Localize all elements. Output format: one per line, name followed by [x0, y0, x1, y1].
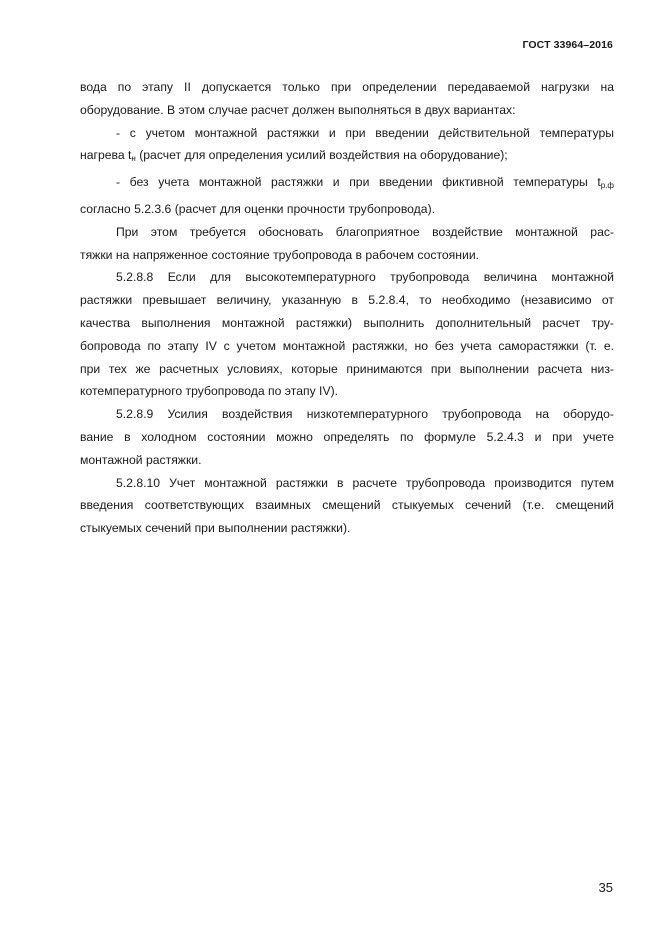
paragraph-5-2-8-8 [80, 266, 614, 403]
document-body [80, 76, 614, 540]
text-line: растяжки превышает величину, указанную в 5.2.8.4, то необходимо (независимо от [80, 293, 614, 308]
text-line: введения соответствующих взаимных смещений стыкуемых сечений (т.е. смещений [80, 498, 614, 513]
text-line: 5.2.8.8 Если для высокотемпературного трубопровода величина монтажной [116, 270, 614, 285]
text-line: котемпературного трубопровода по этапу IV). [80, 384, 339, 399]
text-fragment: (расчет для определения усилий воздействия на оборудование); [135, 148, 508, 163]
text-line [80, 144, 614, 171]
paragraph-5-2-8-9 [80, 403, 614, 471]
text-line: вание в холодном состоянии можно определять по формуле 5.2.4.3 и при учете [80, 429, 614, 444]
text-line: монтажной растяжки. [80, 452, 202, 467]
text-fragment: - без учета монтажной растяжки и при введении фиктивной температуры t [116, 175, 601, 190]
paragraph-5-2-8-10 [80, 472, 614, 540]
text-line: при тех же расчетных условиях, которые принимаются при выполнении расчета низ- [80, 361, 614, 376]
text-line: согласно 5.2.3.6 (расчет для оценки прочности трубопровода). [80, 201, 436, 216]
text-line: вода по этапу II допускается только при определении передаваемой нагрузки на [80, 80, 614, 94]
text-line: - с учетом монтажной растяжки и при введении действительной температуры [116, 125, 614, 140]
page-number: 35 [598, 880, 613, 895]
text-line: тяжки на напряженное состояние трубопровода в рабочем состоянии. [80, 247, 480, 262]
subscript: р.ф [600, 181, 614, 191]
text-line [80, 171, 614, 198]
text-line: стыкуемых сечений при выполнении растяжки). [80, 521, 351, 536]
text-line: качества выполнения монтажной растяжки) выполнить дополнительный расчет тру- [80, 315, 614, 330]
paragraph-continuation [80, 76, 614, 122]
document-code-header: ГОСТ 33964–2016 [522, 39, 613, 51]
text-line: бопровода по этапу IV с учетом монтажной растяжки, но без учета саморастяжки (т. е. [80, 338, 614, 353]
paragraph-justification [80, 221, 614, 267]
text-fragment: нагрева t [80, 148, 132, 163]
text-line: оборудование. В этом случае расчет должен выполняться в двух вариантах: [80, 102, 516, 117]
text-line: 5.2.8.10 Учет монтажной растяжки в расчете трубопровода производится путем [116, 475, 614, 490]
text-line: 5.2.8.9 Усилия воздействия низкотемпературного трубопровода на оборудо- [116, 407, 614, 422]
paragraph-variant-without-stretch [80, 171, 614, 221]
subscript: н [131, 154, 136, 164]
paragraph-variant-with-stretch [80, 122, 614, 172]
text-line: При этом требуется обосновать благоприятное воздействие монтажной рас- [116, 224, 614, 239]
